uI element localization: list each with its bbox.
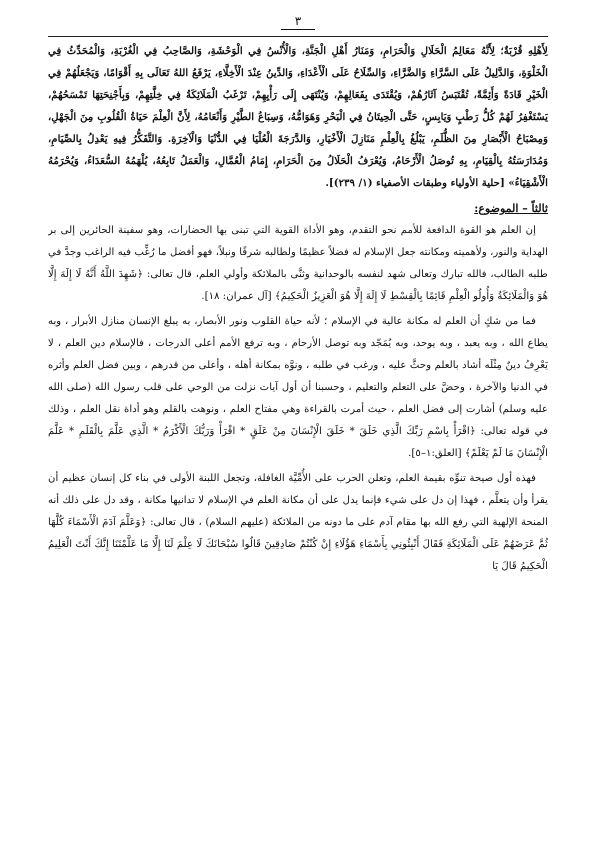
body-paragraph-3: فهذه أول صيحة تنوِّه بقيمة العلم، وتعلن الحرب على الأُمِّيَّة الغافلة، وتجعل اللبنة الأولى في بناء كل إنسان عظيم أن يقرأ وأن يتعلَّم ، فهذا إن دل على شيء فإنما يدل على أن مكانة العلم في الإسلام لا تدانيها مكانة ، وقد دل على ذلك أنه المنحة الإلهية التي رفع الله بها مقام آدم على ما دونه من الملائكة (عليهم السلام) ، قال تعالى: ﴿وَعَلَّمَ آدَمَ الْأَسْمَاءَ كُلَّهَا ثُمَّ عَرَضَهُمْ عَلَى الْمَلَائِكَةِ فَقَالَ أَنْبِئُونِي بِأَسْمَاءِ هَؤُلَاءِ إِنْ كُنْتُمْ صَادِقِينَ قَالُوا سُبْحَانَكَ لَا عِلْمَ لَنَا إِلَّا مَا عَلَّمْتَنَا إِنَّكَ أَنْتَ الْعَلِيمُ الْحَكِيمُ قَالَ يَا xyxy=(48,473,548,572)
header-rule xyxy=(48,36,548,37)
section-heading xyxy=(48,197,548,220)
page-number-label: ٣ xyxy=(281,14,315,30)
page-body xyxy=(48,40,548,834)
hadith-quote-paragraph: لِأَهْلِهِ قُرْبَةٌ؛ لِأَنَّهُ مَعَالِمُ الْحَلَالِ وَالْحَرَامِ، وَمَنَارُ أَهْلِ الْجَنَّةِ، وَالْأُنْسُ فِي الْوَحْشَةِ، وَالصَّاحِبُ فِي الْغُرْبَةِ، وَالْمُحَدِّثُ فِي الْخَلْوَةِ، وَالدَّلِيلُ عَلَى السَّرَّاءِ وَالضَّرَّاءِ، وَالسِّلَاحُ عَلَى الْأَعْدَاءِ، وَالدِّينُ عِنْدَ الْأَخِلَّاءِ، يَرْفَعُ اللهُ تَعَالَى بِهِ أَقْوَامًا، وَيَجْعَلُهُمْ فِي الْخَيْرِ قَادَةً وَأَئِمَّةً، تُقْتَبَسُ آثَارُهُمْ، وَيُقْتَدَى بِفَعَالِهِمْ، وَيُنْتَهَى إِلَى رَأْيِهِمْ، تَرْغَبُ الْمَلَائِكَةُ فِي خِلَّتِهِمْ، وَبِأَجْنِحَتِهَا تَمْسَحُهُمْ، يَسْتَغْفِرُ لَهُمْ كُلُّ رَطْبٍ وَيَابِسٍ، حَتَّى الْحِيتَانُ فِي الْبَحْرِ وَهَوَامُّهُ، وَسِبَاعُ الطَّيْرِ وَأَنْعَامُهُ، لِأَنَّ الْعِلْمَ حَيَاةُ الْقُلُوبِ مِنَ الْجَهْلِ، وَمِصْبَاحُ الْأَبْصَارِ مِنَ الظُّلَمِ، يَبْلُغُ بِالْعِلْمِ مَنَازِلَ الْأَخْيَارِ، وَالدَّرَجَةَ الْعُلْيَا فِي الدُّنْيَا وَالْآخِرَةِ. وَالتَّفَكُّرُ فِيهِ يَعْدِلُ بِالصِّيَامِ، وَمُدَارَسَتُهُ بِالْقِيَامِ، بِهِ تُوصَلُ الْأَرْحَامُ، وَيُعْرَفُ الْحَلَالُ مِنَ الْحَرَامِ، إِمَامُ الْعُمَّالِ، وَالْعَمَلُ تَابِعُهُ، يُلْهَمُهُ السُّعَدَاءُ، وَيُحْرَمُهُ الْأَشْقِيَاءُ» [حلية الأولياء وطبقات الأصفياء (١/ ٢٣٩)]. xyxy=(48,45,548,189)
page-number xyxy=(0,14,596,30)
body-paragraph-2: فما من شكٍ أن العلم له مكانة عالية في الإسلام ؛ لأنه حياة القلوب ونور الأبصار، به يبلغ الإنسان منازل الأبرار ، وبه يطاع الله ، وبه يعبد ، وبه يوحد، وبه يُمَجّد وبه توصل الأرحام ، وبه ترفع الأمم أعلى الدرجات ، فالإسلام دين العلم ، لا يَعْرِفُ دينٌ مِثْلَه أشاد بالعلم وحثَّ عليه ، ورغب في طلبه ، ونوَّه بمكانة أهله ، وأعلى من قدرهم ، وبين فضل العلم وأثره في الدنيا والآخرة ، وحضَّ على التعلم والتعليم ، وحسبنا أن أول آيات نزلت من الوحي على قلب رسول الله (صلى الله عليه وسلم) أشارت إلى فضل العلم ، حيث أمرت بالقراءة وهي مفتاح العلم ، ونوهت بالقلم وهو أداة نقل العلم ، وذلك في قوله تعالى: ﴿اقْرَأْ بِاسْمِ رَبِّكَ الَّذِي خَلَقَ * خَلَقَ الْإِنْسَانَ مِنْ عَلَقٍ * اقْرَأْ وَرَبُّكَ الْأَكْرَمُ * الَّذِي عَلَّمَ بِالْقَلَمِ * عَلَّمَ الْإِنْسَانَ مَا لَمْ يَعْلَمْ﴾ [العلق:١–٥]. xyxy=(48,316,548,459)
body-paragraph-1: إن العلم هو القوة الدافعة للأمم نحو التقدم، وهو الأداة القوية التي تبنى بها الحضارات، وهو سفينة الحائرين إلى بر الهداية والنور، ولأهميته ومكانته جعل الإسلام له فضلاً عظيمًا ولطالبه شرفًا ونبلاً، فهو أفضل ما رُغِّب فيه الراغب وجدَّ في طلبه الطالب، فالله تبارك وتعالى شهد لنفسه بالوحدانية وثنَّى بالملائكة وأولي العلم، قال تعالى: ﴿شَهِدَ اللَّهُ أَنَّهُ لَا إِلَهَ إِلَّا هُوَ وَالْمَلَائِكَةُ وَأُولُو الْعِلْمِ قَائِمًا بِالْقِسْطِ لَا إِلَهَ إِلَّا هُوَ الْعَزِيزُ الْحَكِيمُ﴾ [آل عمران: ١٨]. xyxy=(48,225,548,302)
section-heading-text: ثالثاً – الموضوع: xyxy=(474,202,548,215)
